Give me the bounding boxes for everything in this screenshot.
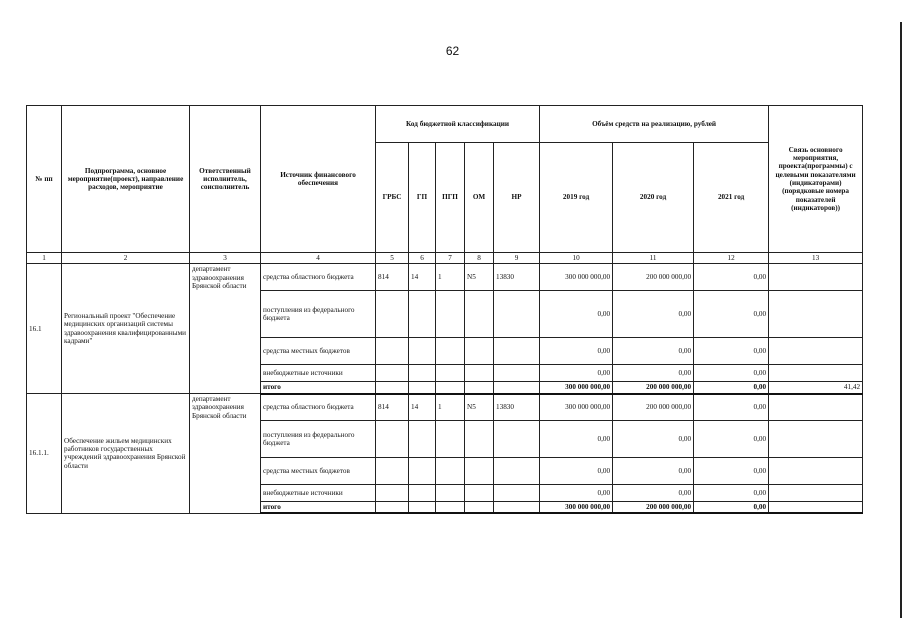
gp-cell xyxy=(409,338,436,365)
om-cell xyxy=(465,365,494,382)
header-2019: 2019 год xyxy=(540,143,613,253)
om-cell xyxy=(465,502,494,514)
header-row-1 xyxy=(27,106,863,143)
header-budget-code: Код бюджетной классификации xyxy=(376,106,540,143)
pgp-cell: 1 xyxy=(436,394,465,421)
source-cell: внебюджетные источники xyxy=(261,365,376,382)
source-cell: поступления из федерального бюджета xyxy=(261,421,376,458)
pgp-cell xyxy=(436,421,465,458)
scan-edge-line xyxy=(900,22,902,618)
link-cell xyxy=(769,394,863,421)
pgp-cell xyxy=(436,485,465,502)
y2020-cell: 0,00 xyxy=(613,338,694,365)
grbs-cell xyxy=(376,291,409,338)
y2021-cell: 0,00 xyxy=(694,264,769,291)
col-number: 2 xyxy=(62,253,190,264)
y2019-cell: 0,00 xyxy=(540,421,613,458)
om-cell: N5 xyxy=(465,394,494,421)
link-cell xyxy=(769,485,863,502)
source-cell: средства местных бюджетов xyxy=(261,458,376,485)
total-2020: 200 000 000,00 xyxy=(613,382,694,394)
col-number: 7 xyxy=(436,253,465,264)
header-np: НР xyxy=(494,143,540,253)
total-link: 41,42 xyxy=(769,382,863,394)
y2020-cell: 200 000 000,00 xyxy=(613,264,694,291)
y2019-cell: 0,00 xyxy=(540,485,613,502)
y2019-cell: 0,00 xyxy=(540,458,613,485)
table-row xyxy=(27,264,863,291)
grbs-cell xyxy=(376,502,409,514)
om-cell: N5 xyxy=(465,264,494,291)
y2019-cell: 0,00 xyxy=(540,365,613,382)
pgp-cell xyxy=(436,458,465,485)
np-cell xyxy=(494,382,540,394)
col-number: 6 xyxy=(409,253,436,264)
y2021-cell: 0,00 xyxy=(694,394,769,421)
link-cell xyxy=(769,291,863,338)
item-number: 16.1.1. xyxy=(27,394,62,514)
link-cell xyxy=(769,338,863,365)
item-name: Региональный проект "Обеспечение медицинских организаций системы здравоохранения квалифицированными кадрами" xyxy=(62,264,190,394)
grbs-cell: 814 xyxy=(376,394,409,421)
header-no: № пп xyxy=(27,106,62,253)
gp-cell xyxy=(409,382,436,394)
pgp-cell: 1 xyxy=(436,264,465,291)
y2019-cell: 0,00 xyxy=(540,338,613,365)
pgp-cell xyxy=(436,365,465,382)
col-number: 3 xyxy=(190,253,261,264)
y2020-cell: 0,00 xyxy=(613,458,694,485)
source-cell: средства местных бюджетов xyxy=(261,338,376,365)
y2021-cell: 0,00 xyxy=(694,485,769,502)
np-cell xyxy=(494,421,540,458)
link-cell xyxy=(769,458,863,485)
header-subprogram: Подпрограмма, основное мероприятие(проект), направление расходов, мероприятие xyxy=(62,106,190,253)
grbs-cell xyxy=(376,382,409,394)
y2021-cell: 0,00 xyxy=(694,458,769,485)
header-pgp: ПГП xyxy=(436,143,465,253)
y2019-cell: 300 000 000,00 xyxy=(540,264,613,291)
col-number: 11 xyxy=(613,253,694,264)
page-number: 62 xyxy=(445,44,460,58)
y2020-cell: 0,00 xyxy=(613,421,694,458)
col-number: 9 xyxy=(494,253,540,264)
pgp-cell xyxy=(436,382,465,394)
item-executor: департамент здравоохранения Брянской области xyxy=(190,394,261,514)
header-2020: 2020 год xyxy=(613,143,694,253)
y2021-cell: 0,00 xyxy=(694,291,769,338)
om-cell xyxy=(465,458,494,485)
np-cell: 13830 xyxy=(494,394,540,421)
gp-cell xyxy=(409,485,436,502)
np-cell xyxy=(494,338,540,365)
total-2020: 200 000 000,00 xyxy=(613,502,694,514)
np-cell xyxy=(494,291,540,338)
source-cell: внебюджетные источники xyxy=(261,485,376,502)
np-cell xyxy=(494,502,540,514)
np-cell xyxy=(494,485,540,502)
gp-cell xyxy=(409,458,436,485)
link-cell xyxy=(769,365,863,382)
om-cell xyxy=(465,338,494,365)
header-gp: ГП xyxy=(409,143,436,253)
grbs-cell xyxy=(376,458,409,485)
total-label: итого xyxy=(261,502,376,514)
y2020-cell: 0,00 xyxy=(613,485,694,502)
pgp-cell xyxy=(436,502,465,514)
gp-cell xyxy=(409,365,436,382)
y2020-cell: 0,00 xyxy=(613,291,694,338)
total-2019: 300 000 000,00 xyxy=(540,382,613,394)
gp-cell xyxy=(409,502,436,514)
np-cell xyxy=(494,458,540,485)
grbs-cell xyxy=(376,338,409,365)
om-cell xyxy=(465,382,494,394)
col-number: 4 xyxy=(261,253,376,264)
total-label: итого xyxy=(261,382,376,394)
total-2021: 0,00 xyxy=(694,382,769,394)
header-volume: Объём средств на реализацию, рублей xyxy=(540,106,769,143)
item-name: Обеспечение жильем медицинских работников государственных учреждений здравоохранения Брянской области xyxy=(62,394,190,514)
source-cell: средства областного бюджета xyxy=(261,394,376,421)
header-source: Источник финансового обеспечения xyxy=(261,106,376,253)
col-number: 10 xyxy=(540,253,613,264)
gp-cell: 14 xyxy=(409,264,436,291)
grbs-cell xyxy=(376,421,409,458)
np-cell: 13830 xyxy=(494,264,540,291)
om-cell xyxy=(465,485,494,502)
col-number: 13 xyxy=(769,253,863,264)
source-cell: поступления из федерального бюджета xyxy=(261,291,376,338)
item-number: 16.1 xyxy=(27,264,62,394)
grbs-cell: 814 xyxy=(376,264,409,291)
y2020-cell: 0,00 xyxy=(613,365,694,382)
y2021-cell: 0,00 xyxy=(694,421,769,458)
col-number: 5 xyxy=(376,253,409,264)
header-om: ОМ xyxy=(465,143,494,253)
pgp-cell xyxy=(436,338,465,365)
source-cell: средства областного бюджета xyxy=(261,264,376,291)
total-link xyxy=(769,502,863,514)
table-row xyxy=(27,394,863,421)
y2021-cell: 0,00 xyxy=(694,365,769,382)
header-executor: Ответственный исполнитель, соисполнитель xyxy=(190,106,261,253)
om-cell xyxy=(465,291,494,338)
header-grbs: ГРБС xyxy=(376,143,409,253)
link-cell xyxy=(769,421,863,458)
budget-table xyxy=(26,105,863,514)
gp-cell: 14 xyxy=(409,394,436,421)
column-number-row xyxy=(27,253,863,264)
col-number: 8 xyxy=(465,253,494,264)
gp-cell xyxy=(409,291,436,338)
grbs-cell xyxy=(376,485,409,502)
total-2021: 0,00 xyxy=(694,502,769,514)
header-link: Связь основного мероприятия, проекта(программы) с целевыми показателями (индикаторами) (порядковые номера показателей (индикаторов)) xyxy=(769,106,863,253)
item-executor: департамент здравоохранения Брянской области xyxy=(190,264,261,394)
link-cell xyxy=(769,264,863,291)
header-2021: 2021 год xyxy=(694,143,769,253)
grbs-cell xyxy=(376,365,409,382)
y2020-cell: 200 000 000,00 xyxy=(613,394,694,421)
np-cell xyxy=(494,365,540,382)
gp-cell xyxy=(409,421,436,458)
y2019-cell: 300 000 000,00 xyxy=(540,394,613,421)
total-2019: 300 000 000,00 xyxy=(540,502,613,514)
pgp-cell xyxy=(436,291,465,338)
y2021-cell: 0,00 xyxy=(694,338,769,365)
y2019-cell: 0,00 xyxy=(540,291,613,338)
om-cell xyxy=(465,421,494,458)
col-number: 1 xyxy=(27,253,62,264)
col-number: 12 xyxy=(694,253,769,264)
